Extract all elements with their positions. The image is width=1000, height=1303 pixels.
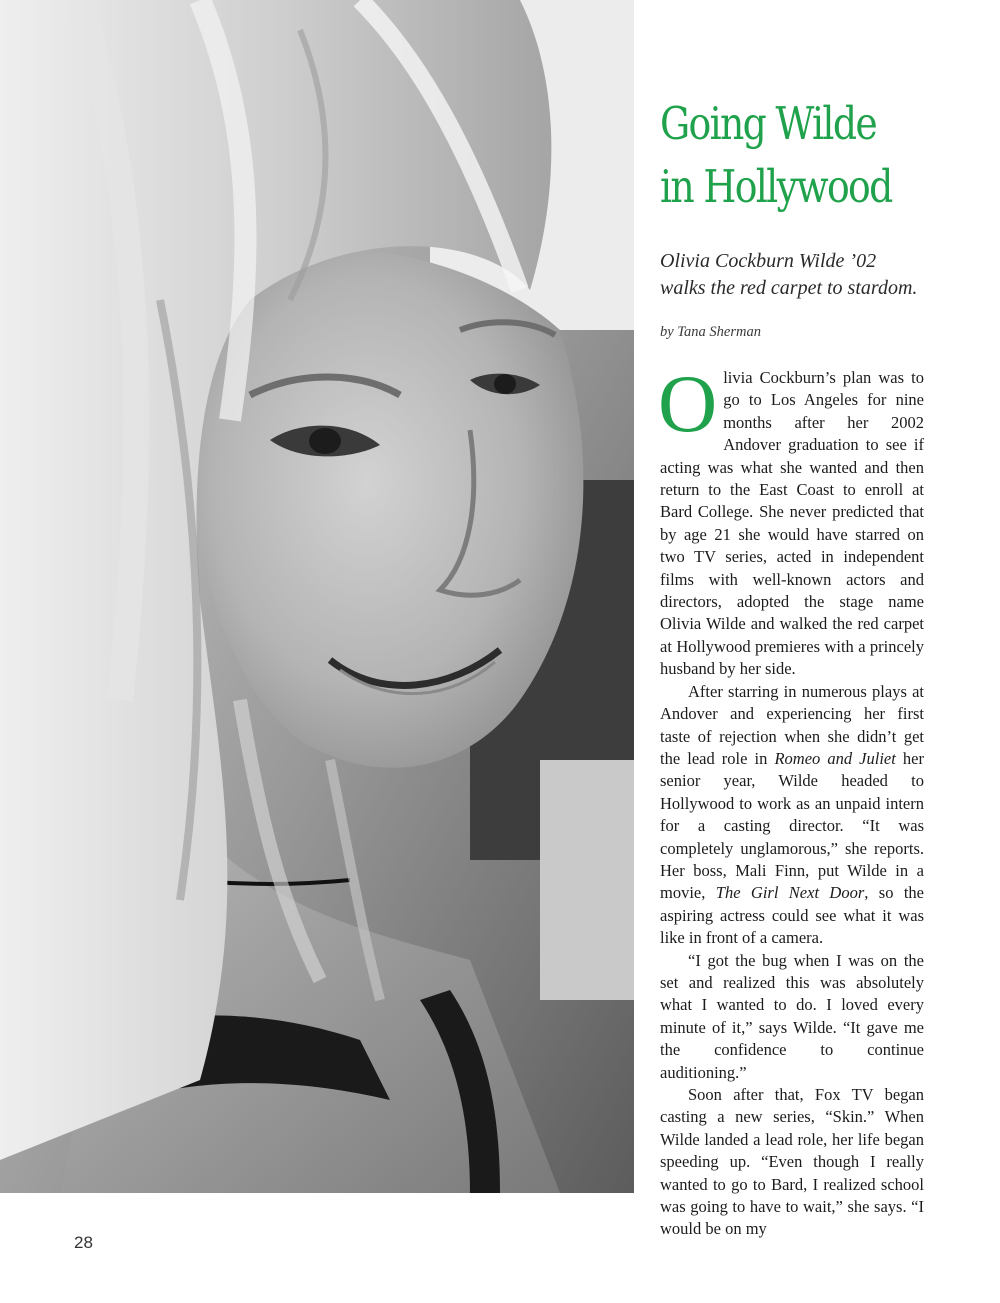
title-romeo-and-juliet: Romeo and Juliet [774, 748, 896, 768]
article-column [660, 92, 924, 1241]
headline-line-1: Going Wilde [660, 97, 877, 150]
headline-line-2: in Hollywood [660, 160, 892, 213]
deck-line-1: Olivia Cockburn Wilde ’02 [660, 250, 877, 272]
deck-line-2: walks the red carpet to stardom. [660, 277, 918, 299]
byline: by Tana Sherman [660, 324, 761, 340]
drop-cap: O [658, 358, 718, 449]
page-number: 28 [74, 1233, 93, 1252]
paragraph-3: “I got the bug when I was on the set and realized this was absolutely what I wanted to do. I loved every minute of it,” says Wilde. “It gave me the confidence to continue auditioning.” [660, 950, 924, 1082]
paragraph-2 [660, 681, 924, 950]
title-the-girl-next-door: The Girl Next Door [715, 883, 865, 903]
paragraph-4: Soon after that, Fox TV began casting a new series, “Skin.” When Wilde landed a lead role, her life began speeding up. “Even though I really wanted to go to Bard, I realized school was going to have to wait,” she says. “I would be on my [660, 1085, 924, 1239]
paragraph-1-text: livia Cockburn’s plan was to go to Los Angeles for nine months after her 2002 Andover graduation to see if acting was what she wanted and then return to the East Coast to enroll at Bard College. She never predicted that by age 21 she would have starred on two TV series, acted in independent films with well-known actors and directors, adopted the stage name Olivia Wilde and walked the red carpet at Hollywood premieres with a princely husband by her side. [660, 368, 924, 679]
headline [660, 92, 929, 218]
paragraph-2-text-a: After starring in numerous plays at Andover and experiencing her first taste of rejection when she didn’t get the lead role in [660, 681, 924, 768]
paragraph-1 [658, 358, 924, 681]
deck [660, 248, 924, 302]
paragraph-2-text-c: , so the aspiring actress could see what it was like in front of a camera. [660, 883, 924, 948]
article-body [658, 358, 924, 1241]
paragraph-2-text-b: her senior year, Wilde headed to Hollywood to work as an unpaid intern for a casting director. “It was completely unglamorous,” she reports. Her boss, Mali Finn, put Wilde in a movie, [660, 748, 924, 903]
